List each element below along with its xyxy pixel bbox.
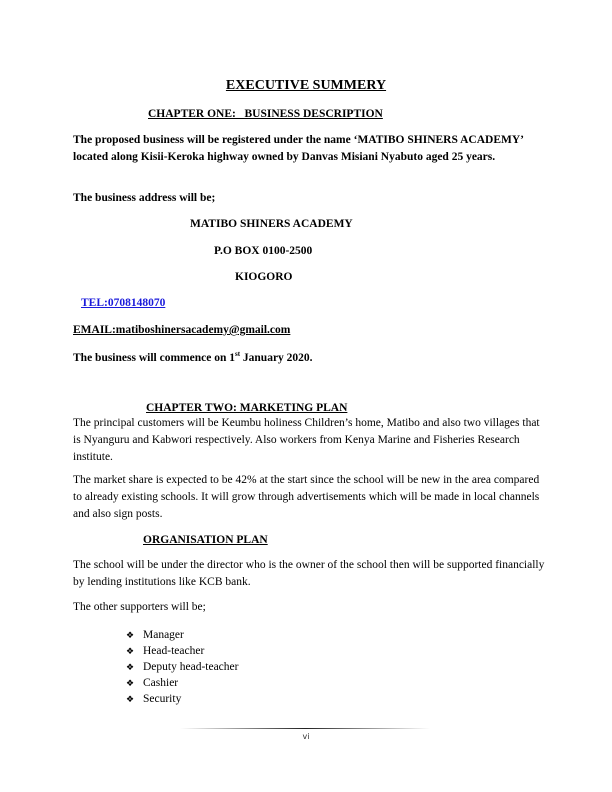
address-lead: The business address will be; [73, 192, 216, 204]
organisation-plan-heading: ORGANISATION PLAN [143, 534, 268, 546]
page-title: EXECUTIVE SUMMERY [225, 78, 387, 93]
diamond-bullet-icon: ❖ [126, 662, 135, 672]
market-share-paragraph: The market share is expected to be 42% at the start since the school will be new in the area compared to already existing schools. It will grow through advertisements which will be made in local channels and also sign posts. [73, 474, 540, 520]
list-item: ❖ Deputy head-teacher [126, 661, 239, 673]
commence-prefix: The business will commence on 1 [73, 351, 235, 364]
customers-paragraph: The principal customers will be Keumbu holiness Children’s home, Matibo and also two villages that is Nyanguru and Kabwori respectively. Also workers from Kenya Marine and Fisheries Research institute. [73, 417, 540, 463]
diamond-bullet-icon: ❖ [126, 694, 135, 704]
commence-sup: st [234, 350, 241, 358]
address-box: P.O BOX 0100-2500 [214, 245, 313, 257]
list-item: ❖ Head-teacher [126, 645, 205, 657]
diamond-bullet-icon: ❖ [126, 678, 135, 688]
commence-date [73, 350, 313, 364]
page-number: vi [302, 732, 310, 741]
diamond-bullet-icon: ❖ [126, 630, 135, 640]
list-item: ❖ Manager [126, 629, 184, 641]
chapter-two-heading: CHAPTER TWO: MARKETING PLAN [146, 402, 348, 414]
footer-divider [180, 728, 430, 729]
tel-link[interactable]: TEL:0708148070 [81, 297, 166, 309]
email-text: EMAIL:matiboshinersacademy@gmail.com [73, 324, 291, 336]
list-item: ❖ Cashier [126, 677, 179, 689]
supporters-list [126, 627, 238, 707]
commence-suffix: January 2020. [240, 351, 313, 364]
diamond-bullet-icon: ❖ [126, 646, 135, 656]
organisation-paragraph: The school will be under the director who is the owner of the school then will be supported financially by lending institutions like KCB bank. [73, 559, 545, 588]
chapter-one-heading: CHAPTER ONE: BUSINESS DESCRIPTION [148, 108, 383, 120]
address-name: MATIBO SHINERS ACADEMY [190, 218, 353, 230]
supporters-lead: The other supporters will be; [73, 601, 206, 613]
business-intro-paragraph: The proposed business will be registered under the name ‘MATIBO SHINERS ACADEMY’ located along Kisii-Keroka highway owned by Danvas Misiani Nyabuto aged 25 years. [73, 134, 524, 163]
address-town: KIOGORO [235, 271, 293, 283]
list-item: ❖ Security [126, 693, 182, 705]
